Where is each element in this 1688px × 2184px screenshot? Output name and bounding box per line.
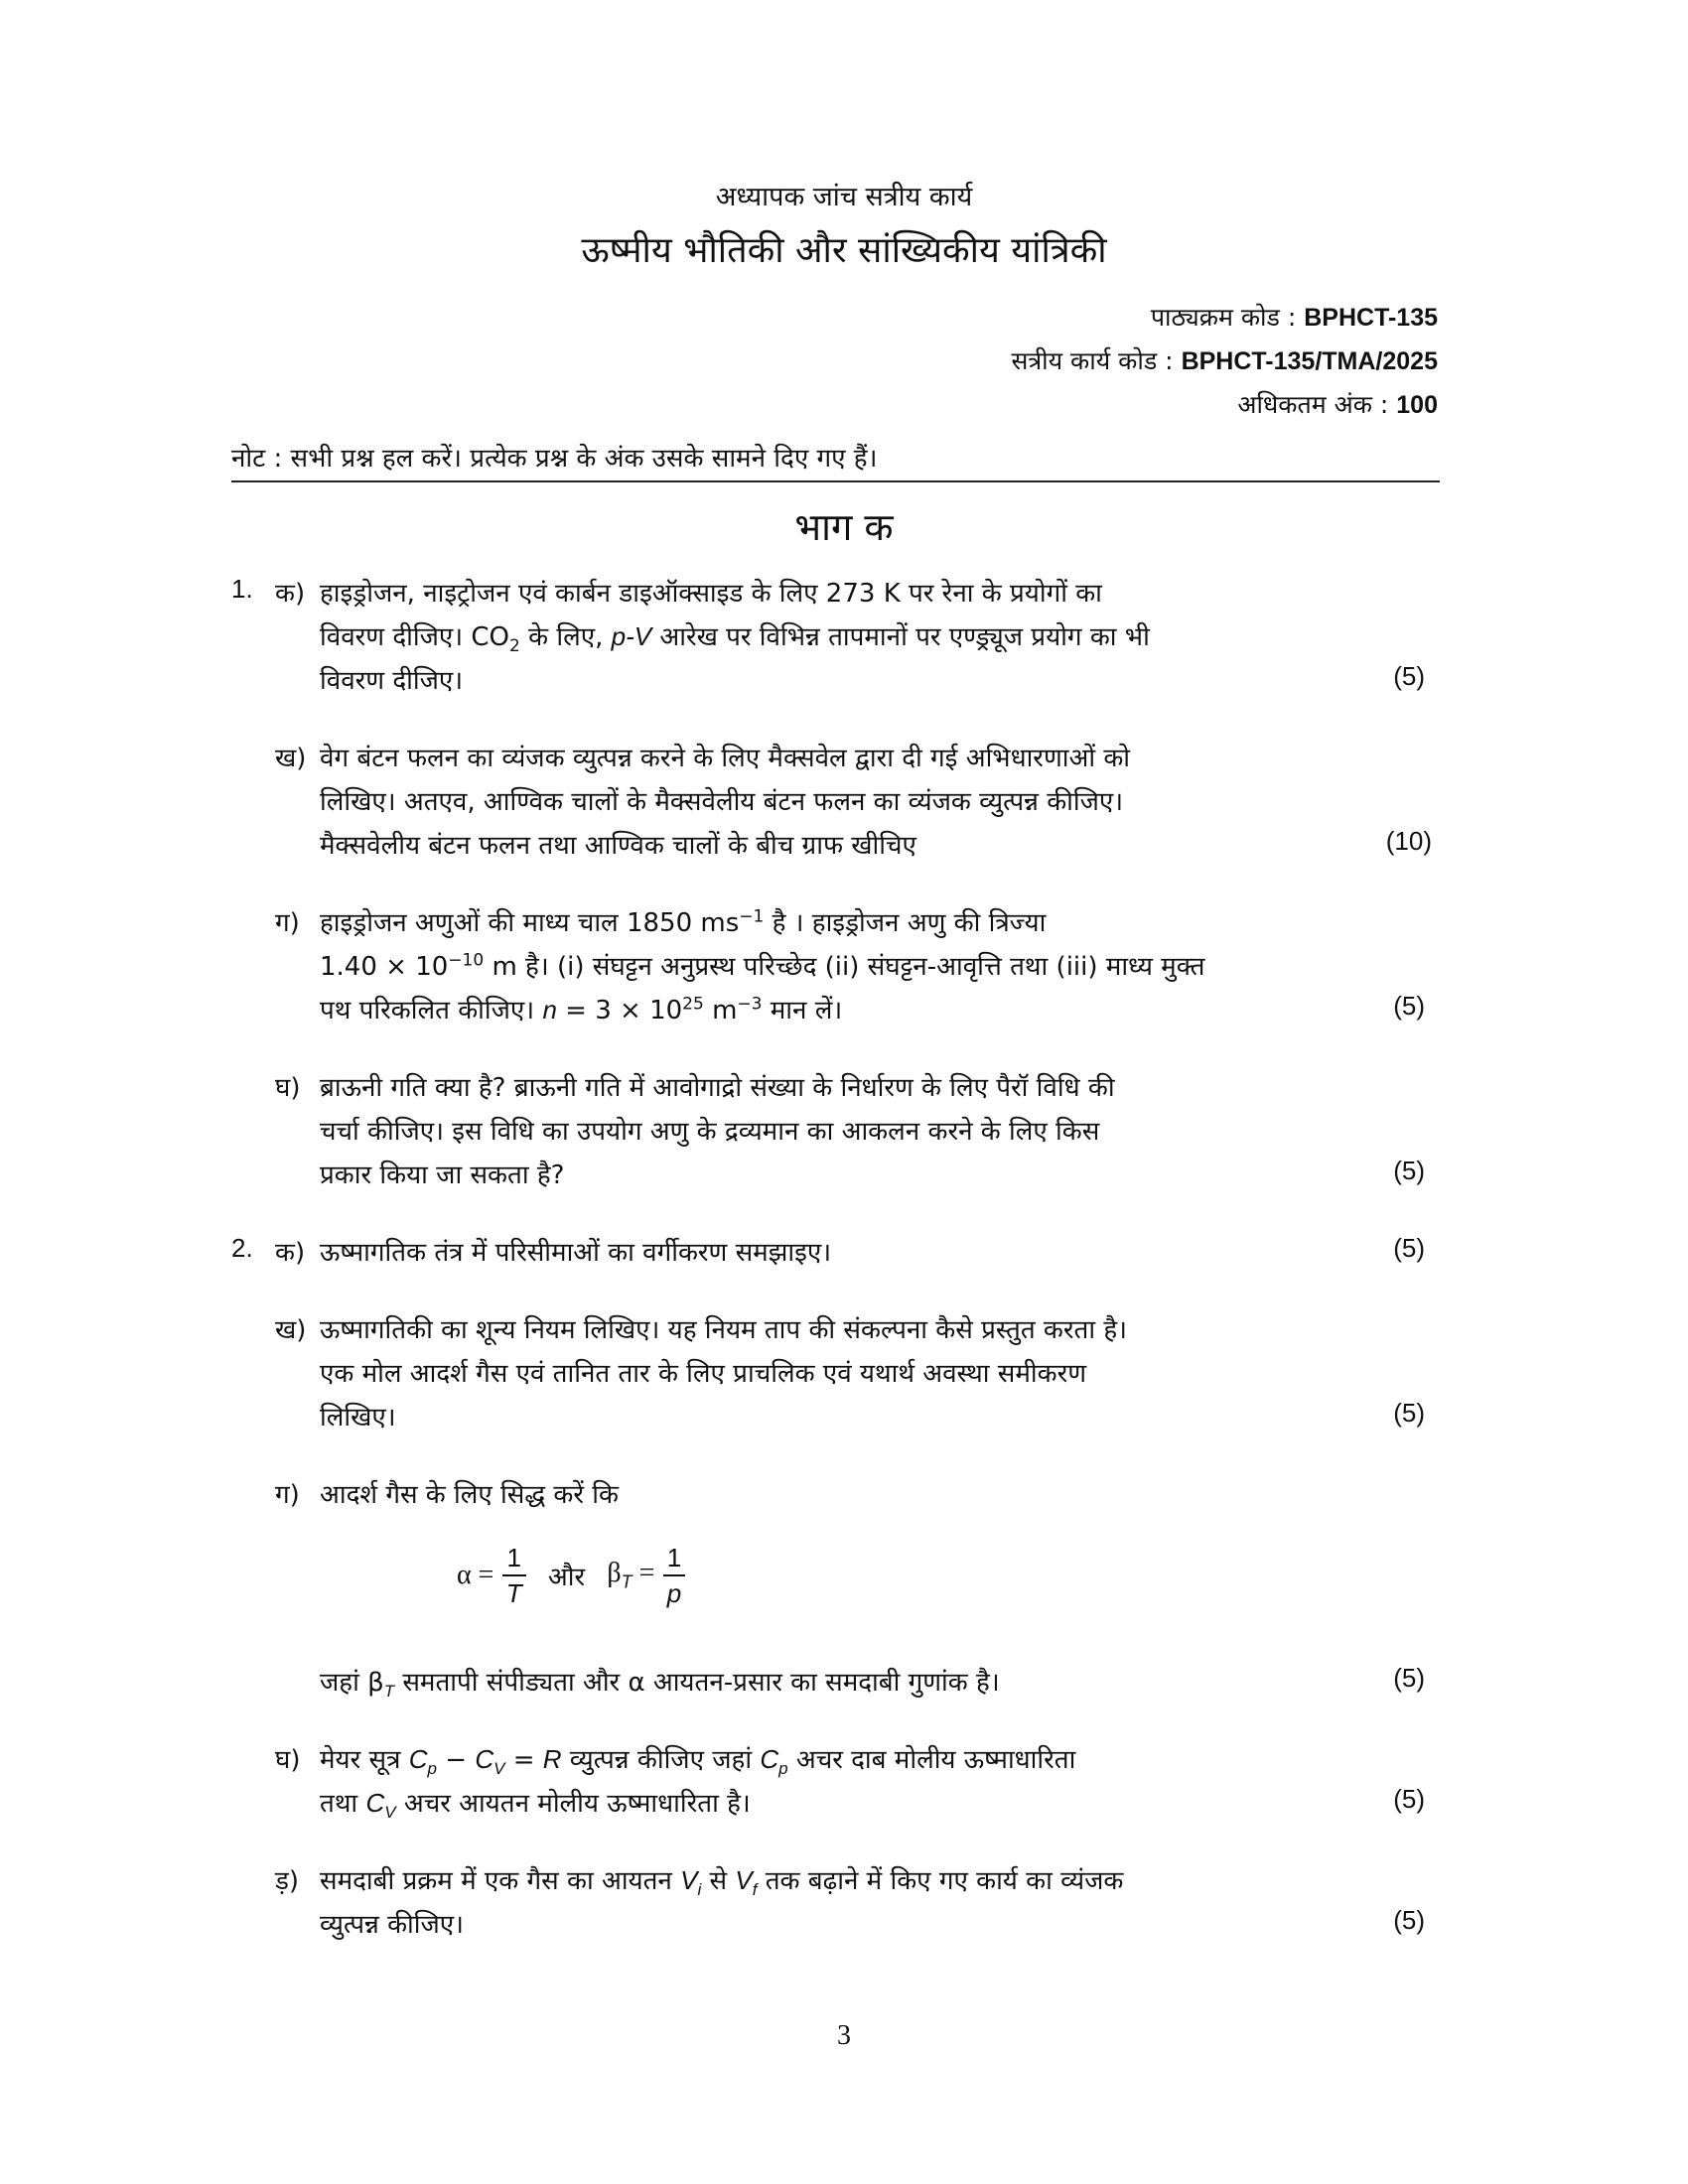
question-2c-line1: आदर्श गैस के लिए सिद्ध करें कि: [320, 1480, 619, 1510]
question-1c-marks: (5): [1393, 991, 1425, 1021]
question-2c-marks: (5): [1393, 1663, 1425, 1693]
equation-and-word: और: [547, 1563, 586, 1592]
question-2b-line3: लिखिए।: [320, 1403, 396, 1433]
question-1-number: 1.: [231, 574, 253, 604]
question-2a-line1: ऊष्मागतिक तंत्र में परिसीमाओं का वर्गीकरण समझाइए।: [320, 1238, 832, 1268]
question-1b-line3: मैक्सवेलीय बंटन फलन तथा आण्विक चालों के बीच ग्राफ खीचिए: [320, 831, 916, 861]
question-2b-line2: एक मोल आदर्श गैस एवं तानित तार के लिए प्राचलिक एवं यथार्थ अवस्था समीकरण: [320, 1359, 1087, 1389]
question-1a-marks: (5): [1393, 661, 1425, 691]
question-2-number: 2.: [231, 1233, 253, 1263]
question-1d-label: घ): [275, 1073, 301, 1103]
question-2e-line1: समदाबी प्रक्रम में एक गैस का आयतन $V_i$ से $V_f$ तक बढ़ाने में किए गए कार्य का व्यंजक: [320, 1865, 1124, 1900]
question-2d-marks: (5): [1393, 1784, 1425, 1814]
question-2b-label: ख): [275, 1315, 307, 1345]
question-2b-line1: ऊष्मागतिकी का शून्य नियम लिखिए। यह नियम ताप की संकल्पना कैसे प्रस्तुत करता है।: [320, 1315, 1128, 1345]
question-1d-line1: ब्राऊनी गति क्या है? ब्राऊनी गति में आवोगाद्रो संख्या के निर्धारण के लिए पैरॉ विधि की: [320, 1073, 1115, 1103]
question-1d-line3: प्रकार किया जा सकता है?: [320, 1160, 565, 1190]
course-code-line: [1151, 300, 1438, 334]
question-1d-marks: (5): [1393, 1156, 1425, 1185]
equation-alpha-lhs: α =: [457, 1560, 494, 1590]
fraction-one-over-t: $\frac{1}{T}$: [502, 1541, 526, 1610]
assignment-code-label: सत्रीय कार्य कोड :: [1011, 346, 1174, 375]
document-subtitle: अध्यापक जांच सत्रीय कार्य: [715, 182, 973, 212]
max-marks-line: [1237, 387, 1438, 421]
question-2b-marks: (5): [1393, 1398, 1425, 1428]
question-1c-line1: हाइड्रोजन अणुओं की माध्य चाल 1850 $ms^{-1}$ है । हाइड्रोजन अणु की त्रिज्या: [320, 906, 1047, 938]
course-code-label: पाठ्यक्रम कोड :: [1150, 303, 1297, 332]
question-1b-line2: लिखिए। अतएव, आण्विक चालों के मैक्सवेलीय बंटन फलन का व्यंजक व्युत्पन्न कीजिए।: [320, 787, 1124, 817]
question-1b-line1: वेग बंटन फलन का व्यंजक व्युत्पन्न करने के लिए मैक्सवेल द्वारा दी गई अभिधारणाओं को: [320, 744, 1131, 773]
assignment-code-value: BPHCT-135/TMA/2025: [1181, 347, 1438, 375]
fraction-one-over-p: $\frac{1}{p}$: [663, 1541, 685, 1610]
instructions-note: नोट : सभी प्रश्न हल करें। प्रत्येक प्रश्न के अंक उसके सामने दिए गए हैं।: [231, 444, 878, 474]
question-1a-line2: विवरण दीजिए। $CO_2$ के लिए, p-V आरेख पर विभिन्न तापमानों पर एण्ड्र्यूज प्रयोग का भी: [320, 621, 1150, 657]
question-2e-marks: (5): [1393, 1905, 1425, 1935]
document-title: ऊष्मीय भौतिकी और सांख्यिकीय यांत्रिकी: [581, 230, 1107, 271]
equation-alpha-beta: [457, 1541, 685, 1610]
question-2a-label: क): [275, 1238, 306, 1268]
equation-beta-lhs: $\beta_T$ =: [607, 1558, 655, 1592]
section-title: भाग क: [794, 505, 894, 549]
question-2c-line2: जहां $\beta_T$ समतापी संपीड्यता और α आयतन-प्रसार का समदाबी गुणांक है।: [320, 1668, 1000, 1702]
question-2e-label: ड़): [275, 1866, 300, 1896]
question-2c-label: ग): [275, 1480, 300, 1510]
question-2d-line1: मेयर सूत्र $C_p - C_V = R$ व्युत्पन्न कीजिए जहां $C_p$ अचर दाब मोलीय ऊष्माधारिता: [320, 1744, 1076, 1779]
question-2a-marks: (5): [1393, 1233, 1425, 1263]
max-marks-label: अधिकतम अंक :: [1237, 390, 1389, 419]
question-1c-label: ग): [275, 908, 300, 938]
question-1b-marks: (10): [1385, 826, 1432, 856]
question-1a-label: क): [275, 579, 306, 609]
course-code-value: BPHCT-135: [1304, 304, 1438, 332]
question-2e-line2: व्युत्पन्न कीजिए।: [320, 1910, 465, 1940]
question-2d-line2: तथा $C_V$ अचर आयतन मोलीय ऊष्माधारिता है।: [320, 1788, 751, 1823]
question-1d-line2: चर्चा कीजिए। इस विधि का उपयोग अणु के द्रव्यमान का आकलन करने के लिए किस: [320, 1117, 1100, 1147]
max-marks-value: 100: [1396, 391, 1438, 419]
assignment-code-line: [1011, 343, 1438, 377]
question-1c-line3: पथ परिकलित कीजिए। $n = 3 \times 10^{25}$ $m^{-3}$ मान लें।: [320, 994, 843, 1025]
page-number: 3: [837, 2020, 851, 2051]
question-1b-label: ख): [275, 744, 307, 773]
header-divider: [231, 480, 1440, 482]
question-1a-line1: हाइड्रोजन, नाइट्रोजन एवं कार्बन डाइऑक्साइड के लिए 273 K पर रेना के प्रयोगों का: [320, 579, 1102, 609]
question-1c-line2: $1.40 \times 10^{-10}$ m है। (i) संघट्टन अनुप्रस्थ परिच्छेद (ii) संघट्टन-आवृत्ति तथा (iii) माध्य मुक्त: [320, 950, 1205, 982]
question-2d-label: घ): [275, 1745, 301, 1775]
question-1a-line3: विवरण दीजिए।: [320, 666, 464, 696]
